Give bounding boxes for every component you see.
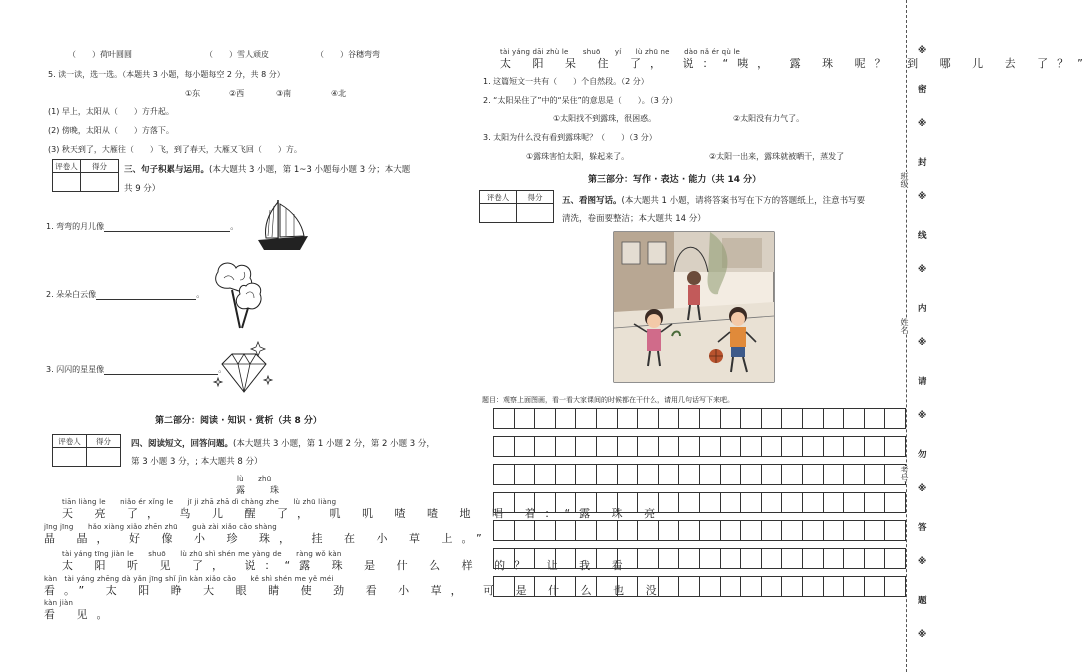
writing-cell[interactable] — [844, 577, 865, 596]
writing-cell[interactable] — [535, 521, 556, 540]
writing-cell[interactable] — [762, 465, 783, 484]
seal-char: 封 — [918, 157, 927, 168]
writing-cell[interactable] — [885, 409, 906, 428]
section5-header: 五、看图写话。(本大题共 1 小题，请将答案书写在下方的答题纸上，注意书写要 — [562, 196, 866, 206]
writing-cell[interactable] — [576, 465, 597, 484]
seal-mark-icon: ※ — [918, 192, 927, 202]
writing-cell[interactable] — [618, 437, 639, 456]
writing-cell[interactable] — [618, 549, 639, 568]
writing-cell[interactable] — [535, 493, 556, 512]
writing-cell[interactable] — [515, 577, 536, 596]
sentence-1: 1. 弯弯的月儿像 。 — [46, 222, 239, 231]
writing-cell[interactable] — [618, 493, 639, 512]
writing-cell[interactable] — [659, 521, 680, 540]
writing-cell[interactable] — [721, 409, 742, 428]
story-line-1-pinyin: tiān liàng le niǎo ér xǐng le jī ji zhā zhā dì chàng zhe lù zhū liàng — [62, 498, 337, 506]
score-cell[interactable] — [87, 448, 121, 467]
writing-cell[interactable] — [824, 409, 845, 428]
reading-q3: 3. 太阳为什么没有看到露珠呢？（ ）（3 分） — [483, 133, 657, 142]
q5-item-2: (2) 傍晚，太阳从（ ）方落下。 — [48, 126, 174, 135]
writing-cell[interactable] — [721, 549, 742, 568]
writing-cell[interactable] — [679, 493, 700, 512]
writing-cell[interactable] — [576, 493, 597, 512]
writing-cell[interactable] — [659, 409, 680, 428]
writing-cell[interactable] — [782, 521, 803, 540]
story-title: 露 珠 — [236, 486, 288, 496]
writing-cell[interactable] — [782, 409, 803, 428]
writing-cell[interactable] — [721, 493, 742, 512]
writing-cell[interactable] — [824, 437, 845, 456]
writing-cell[interactable] — [721, 437, 742, 456]
writing-cell[interactable] — [885, 577, 906, 596]
writing-cell[interactable] — [556, 465, 577, 484]
writing-cell[interactable] — [762, 409, 783, 428]
writing-grid-row[interactable] — [493, 548, 906, 569]
writing-cell[interactable] — [741, 465, 762, 484]
reading-q2: 2. “太阳呆住了”中的“呆住”的意思是（ ）。（3 分） — [483, 96, 678, 105]
writing-cell[interactable] — [618, 409, 639, 428]
writing-cell[interactable] — [659, 493, 680, 512]
writing-cell[interactable] — [535, 409, 556, 428]
writing-cell[interactable] — [556, 437, 577, 456]
writing-cell[interactable] — [659, 465, 680, 484]
writing-grid-row[interactable] — [493, 464, 906, 485]
grader-cell[interactable] — [480, 204, 517, 223]
writing-cell[interactable] — [824, 577, 845, 596]
writing-cell[interactable] — [782, 465, 803, 484]
writing-cell[interactable] — [638, 465, 659, 484]
kids-playing-picture — [614, 232, 774, 382]
seal-char: 勿 — [918, 449, 927, 460]
writing-cell[interactable] — [782, 437, 803, 456]
section4-note: 第 3 小题 3 分，; 本大题共 8 分） — [131, 457, 263, 467]
seal-char: 答 — [918, 522, 927, 533]
writing-cell[interactable] — [597, 409, 618, 428]
grader-cell[interactable] — [53, 448, 87, 467]
writing-cell[interactable] — [556, 549, 577, 568]
story-line-5: 看 见。 — [44, 608, 117, 621]
writing-cell[interactable] — [576, 549, 597, 568]
writing-cell[interactable] — [494, 465, 515, 484]
writing-cell[interactable] — [515, 549, 536, 568]
writing-cell[interactable] — [844, 521, 865, 540]
writing-cell[interactable] — [824, 549, 845, 568]
writing-cell[interactable] — [597, 465, 618, 484]
writing-grid[interactable] — [493, 408, 905, 604]
writing-cell[interactable] — [803, 409, 824, 428]
exam-number-label: 考号 — [900, 466, 909, 482]
sentence-1-blank[interactable] — [104, 222, 230, 232]
q5-opt-4: ④北 — [331, 89, 347, 98]
writing-cell[interactable] — [844, 465, 865, 484]
writing-prompt: 题目：观察上面图画，看一看大家课间的时候都在干什么，请用几句话写下来吧。 — [482, 396, 734, 404]
writing-cell[interactable] — [865, 521, 886, 540]
q5-opt-3: ③南 — [276, 89, 292, 98]
writing-cell[interactable] — [535, 465, 556, 484]
writing-cell[interactable] — [741, 549, 762, 568]
sentence-3-blank[interactable] — [104, 365, 218, 375]
writing-cell[interactable] — [865, 549, 886, 568]
writing-cell[interactable] — [659, 437, 680, 456]
story-line-4-pinyin: kàn tài yáng zhēng dà yǎn jīng shǐ jìn kàn xiǎo cǎo kě shì shén me yě méi — [44, 575, 334, 583]
q5-opt-2: ②西 — [229, 89, 245, 98]
writing-cell[interactable] — [803, 549, 824, 568]
writing-cell[interactable] — [638, 409, 659, 428]
writing-cell[interactable] — [494, 549, 515, 568]
writing-cell[interactable] — [700, 493, 721, 512]
writing-cell[interactable] — [762, 493, 783, 512]
writing-cell[interactable] — [885, 549, 906, 568]
writing-cell[interactable] — [618, 577, 639, 596]
sentence-3: 3. 闪闪的星星像 。 — [46, 365, 227, 374]
seal-mark-icon: ※ — [918, 484, 927, 494]
story-line-6-pinyin: tài yáng dāi zhù le shuō yí lù zhū ne dào nǎ ér qù le — [500, 48, 741, 56]
writing-cell[interactable] — [535, 549, 556, 568]
seal-mark-icon: ※ — [918, 265, 927, 275]
story-line-3-pinyin: tài yáng tīng jiàn le shuō lù zhū shì shén me yàng de ràng wǒ kàn — [62, 550, 342, 558]
writing-cell[interactable] — [741, 409, 762, 428]
writing-grid-row[interactable] — [493, 576, 906, 597]
writing-cell[interactable] — [741, 493, 762, 512]
writing-cell[interactable] — [618, 521, 639, 540]
writing-cell[interactable] — [865, 437, 886, 456]
writing-cell[interactable] — [597, 577, 618, 596]
writing-cell[interactable] — [679, 521, 700, 540]
score-cell[interactable] — [517, 204, 554, 223]
writing-cell[interactable] — [885, 437, 906, 456]
writing-cell[interactable] — [700, 409, 721, 428]
score-box-4: 评卷人 得分 — [52, 434, 121, 467]
writing-cell[interactable] — [700, 437, 721, 456]
section3-note: 共 9 分） — [124, 184, 161, 194]
writing-cell[interactable] — [721, 577, 742, 596]
writing-cell[interactable] — [803, 577, 824, 596]
story-line-4: 看。” 太 阳 睁 大 眼 睛 使 劲 看 小 草， 可 是 什 么 也 没 — [44, 584, 666, 597]
seal-mark-icon: ※ — [918, 557, 927, 567]
q5-title: 5. 读一读，选一选。（本题共 3 小题，每小题每空 2 分，共 8 分） — [48, 70, 285, 79]
writing-cell[interactable] — [515, 437, 536, 456]
seal-mark-icon: ※ — [918, 411, 927, 421]
writing-cell[interactable] — [576, 437, 597, 456]
writing-cell[interactable] — [494, 409, 515, 428]
story-line-3: 太 阳 听 见 了， 说：“露 珠 是 什 么 样 的？ 让 我 看 — [62, 559, 632, 572]
writing-cell[interactable] — [556, 521, 577, 540]
writing-cell[interactable] — [885, 493, 906, 512]
writing-cell[interactable] — [824, 465, 845, 484]
writing-cell[interactable] — [679, 549, 700, 568]
writing-cell[interactable] — [638, 577, 659, 596]
writing-cell[interactable] — [494, 521, 515, 540]
writing-cell[interactable] — [597, 521, 618, 540]
writing-cell[interactable] — [638, 437, 659, 456]
writing-cell[interactable] — [659, 577, 680, 596]
writing-cell[interactable] — [762, 437, 783, 456]
writing-cell[interactable] — [803, 493, 824, 512]
part2-title: 第二部分：阅读 · 知识 · 赏析（共 8 分） — [155, 416, 322, 426]
writing-cell[interactable] — [700, 465, 721, 484]
writing-cell[interactable] — [659, 549, 680, 568]
writing-cell[interactable] — [618, 465, 639, 484]
writing-cell[interactable] — [844, 493, 865, 512]
reading-q2-opt-2: ②太阳没有力气了。 — [733, 114, 805, 123]
writing-cell[interactable] — [556, 409, 577, 428]
writing-cell[interactable] — [679, 409, 700, 428]
writing-cell[interactable] — [515, 409, 536, 428]
writing-cell[interactable] — [494, 577, 515, 596]
story-line-1: 天 亮 了， 鸟 儿 醒 了， 叽 叽 喳 喳 地 唱 着：“露 珠 亮 — [62, 507, 665, 520]
writing-cell[interactable] — [741, 521, 762, 540]
sentence-2: 2. 朵朵白云像 。 — [46, 290, 205, 299]
writing-cell[interactable] — [597, 437, 618, 456]
sailboat-icon — [250, 196, 314, 254]
writing-cell[interactable] — [762, 521, 783, 540]
writing-cell[interactable] — [803, 465, 824, 484]
writing-cell[interactable] — [741, 437, 762, 456]
writing-cell[interactable] — [803, 437, 824, 456]
writing-cell[interactable] — [638, 493, 659, 512]
writing-cell[interactable] — [700, 549, 721, 568]
writing-cell[interactable] — [865, 493, 886, 512]
writing-cell[interactable] — [865, 465, 886, 484]
writing-grid-row[interactable] — [493, 492, 906, 513]
writing-cell[interactable] — [597, 549, 618, 568]
q4-item-3: （ ）谷穗弯弯 — [316, 50, 380, 59]
writing-cell[interactable] — [803, 521, 824, 540]
seal-mark-icon: ※ — [918, 630, 927, 640]
writing-cell[interactable] — [700, 577, 721, 596]
writing-cell[interactable] — [494, 493, 515, 512]
story-line-6: 太 阳 呆 住 了， 说：“咦， 露 珠 呢？ 到 哪 儿 去 了？” — [500, 57, 1092, 70]
story-title-pinyin: lù zhū — [237, 475, 272, 483]
writing-cell[interactable] — [535, 577, 556, 596]
seal-char: 请 — [918, 376, 927, 387]
cotton-candy-icon — [210, 258, 266, 330]
writing-cell[interactable] — [844, 437, 865, 456]
score-cell[interactable] — [81, 173, 119, 192]
name-label: 姓名 — [900, 318, 909, 334]
writing-grid-row[interactable] — [493, 436, 906, 457]
writing-cell[interactable] — [721, 521, 742, 540]
writing-cell[interactable] — [700, 521, 721, 540]
writing-cell[interactable] — [865, 577, 886, 596]
reading-q1: 1. 这篇短文一共有（ ）个自然段。（2 分） — [483, 77, 649, 86]
writing-cell[interactable] — [638, 521, 659, 540]
section4-header: 四、阅读短文，回答问题。(本大题共 3 小题，第 1 小题 2 分，第 2 小题 3 分， — [131, 439, 435, 449]
writing-cell[interactable] — [535, 437, 556, 456]
writing-cell[interactable] — [576, 521, 597, 540]
writing-cell[interactable] — [762, 549, 783, 568]
writing-grid-row[interactable] — [493, 520, 906, 541]
seal-char: 题 — [918, 595, 927, 606]
seal-mark-icon: ※ — [918, 119, 927, 129]
seal-char: 线 — [918, 230, 927, 241]
q5-item-3: (3) 秋天到了，大雁往（ ）飞，到了春天，大雁又飞回（ ）方。 — [48, 145, 302, 154]
reading-q2-opt-1: ①太阳找不到露珠，很困惑。 — [553, 114, 657, 123]
writing-cell[interactable] — [885, 521, 906, 540]
writing-cell[interactable] — [515, 521, 536, 540]
story-line-5-pinyin: kàn jiàn — [44, 599, 74, 607]
q4-item-2: （ ）雪人顽皮 — [205, 50, 269, 59]
writing-cell[interactable] — [741, 577, 762, 596]
part3-title: 第三部分：写作 · 表达 · 能力（共 14 分） — [588, 175, 762, 185]
reading-q3-opt-1: ①露珠害怕太阳，躲起来了。 — [526, 152, 630, 161]
section5-note: 清洗，卷面要整洁；本大题共 14 分） — [562, 214, 706, 224]
writing-cell[interactable] — [782, 493, 803, 512]
writing-cell[interactable] — [597, 493, 618, 512]
writing-cell[interactable] — [762, 577, 783, 596]
q5-item-1: (1) 早上，太阳从（ ）方升起。 — [48, 107, 174, 116]
seal-mark-icon: ※ — [918, 338, 927, 348]
diamond-icon — [214, 338, 274, 396]
writing-cell[interactable] — [865, 409, 886, 428]
writing-cell[interactable] — [844, 409, 865, 428]
writing-cell[interactable] — [638, 549, 659, 568]
section3-header: 三、句子积累与运用。(本大题共 3 小题，第 1~3 小题每小题 3 分；本大题 — [124, 165, 411, 175]
writing-cell[interactable] — [515, 465, 536, 484]
score-box-5: 评卷人 得分 — [479, 190, 554, 223]
class-label: 班级 — [900, 172, 909, 188]
writing-cell[interactable] — [782, 577, 803, 596]
story-line-2-pinyin: jīng jīng hǎo xiàng xiǎo zhēn zhū guà zài xiǎo cǎo shàng — [44, 523, 277, 531]
story-line-2: 晶 晶， 好 像 小 珍 珠， 挂 在 小 草 上。” — [44, 532, 491, 545]
writing-cell[interactable] — [782, 549, 803, 568]
writing-cell[interactable] — [824, 493, 845, 512]
writing-cell[interactable] — [556, 493, 577, 512]
reading-q3-opt-2: ②太阳一出来，露珠就被晒干，蒸发了 — [709, 152, 845, 161]
writing-cell[interactable] — [576, 577, 597, 596]
seal-char: 密 — [918, 84, 927, 95]
writing-cell[interactable] — [576, 409, 597, 428]
writing-cell[interactable] — [515, 493, 536, 512]
q5-opt-1: ①东 — [185, 89, 201, 98]
writing-cell[interactable] — [679, 465, 700, 484]
seal-char: 内 — [918, 303, 927, 314]
writing-cell[interactable] — [556, 577, 577, 596]
writing-cell[interactable] — [494, 437, 515, 456]
writing-cell[interactable] — [844, 549, 865, 568]
q4-item-1: （ ）荷叶圆圆 — [68, 50, 132, 59]
writing-grid-row[interactable] — [493, 408, 906, 429]
writing-cell[interactable] — [679, 437, 700, 456]
writing-cell[interactable] — [721, 465, 742, 484]
seal-mark-icon: ※ — [918, 46, 927, 56]
score-box-3: 评卷人 得分 — [52, 159, 119, 192]
writing-cell[interactable] — [679, 577, 700, 596]
writing-cell[interactable] — [824, 521, 845, 540]
sentence-2-blank[interactable] — [96, 290, 196, 300]
grader-cell[interactable] — [53, 173, 81, 192]
seal-line — [906, 0, 907, 672]
